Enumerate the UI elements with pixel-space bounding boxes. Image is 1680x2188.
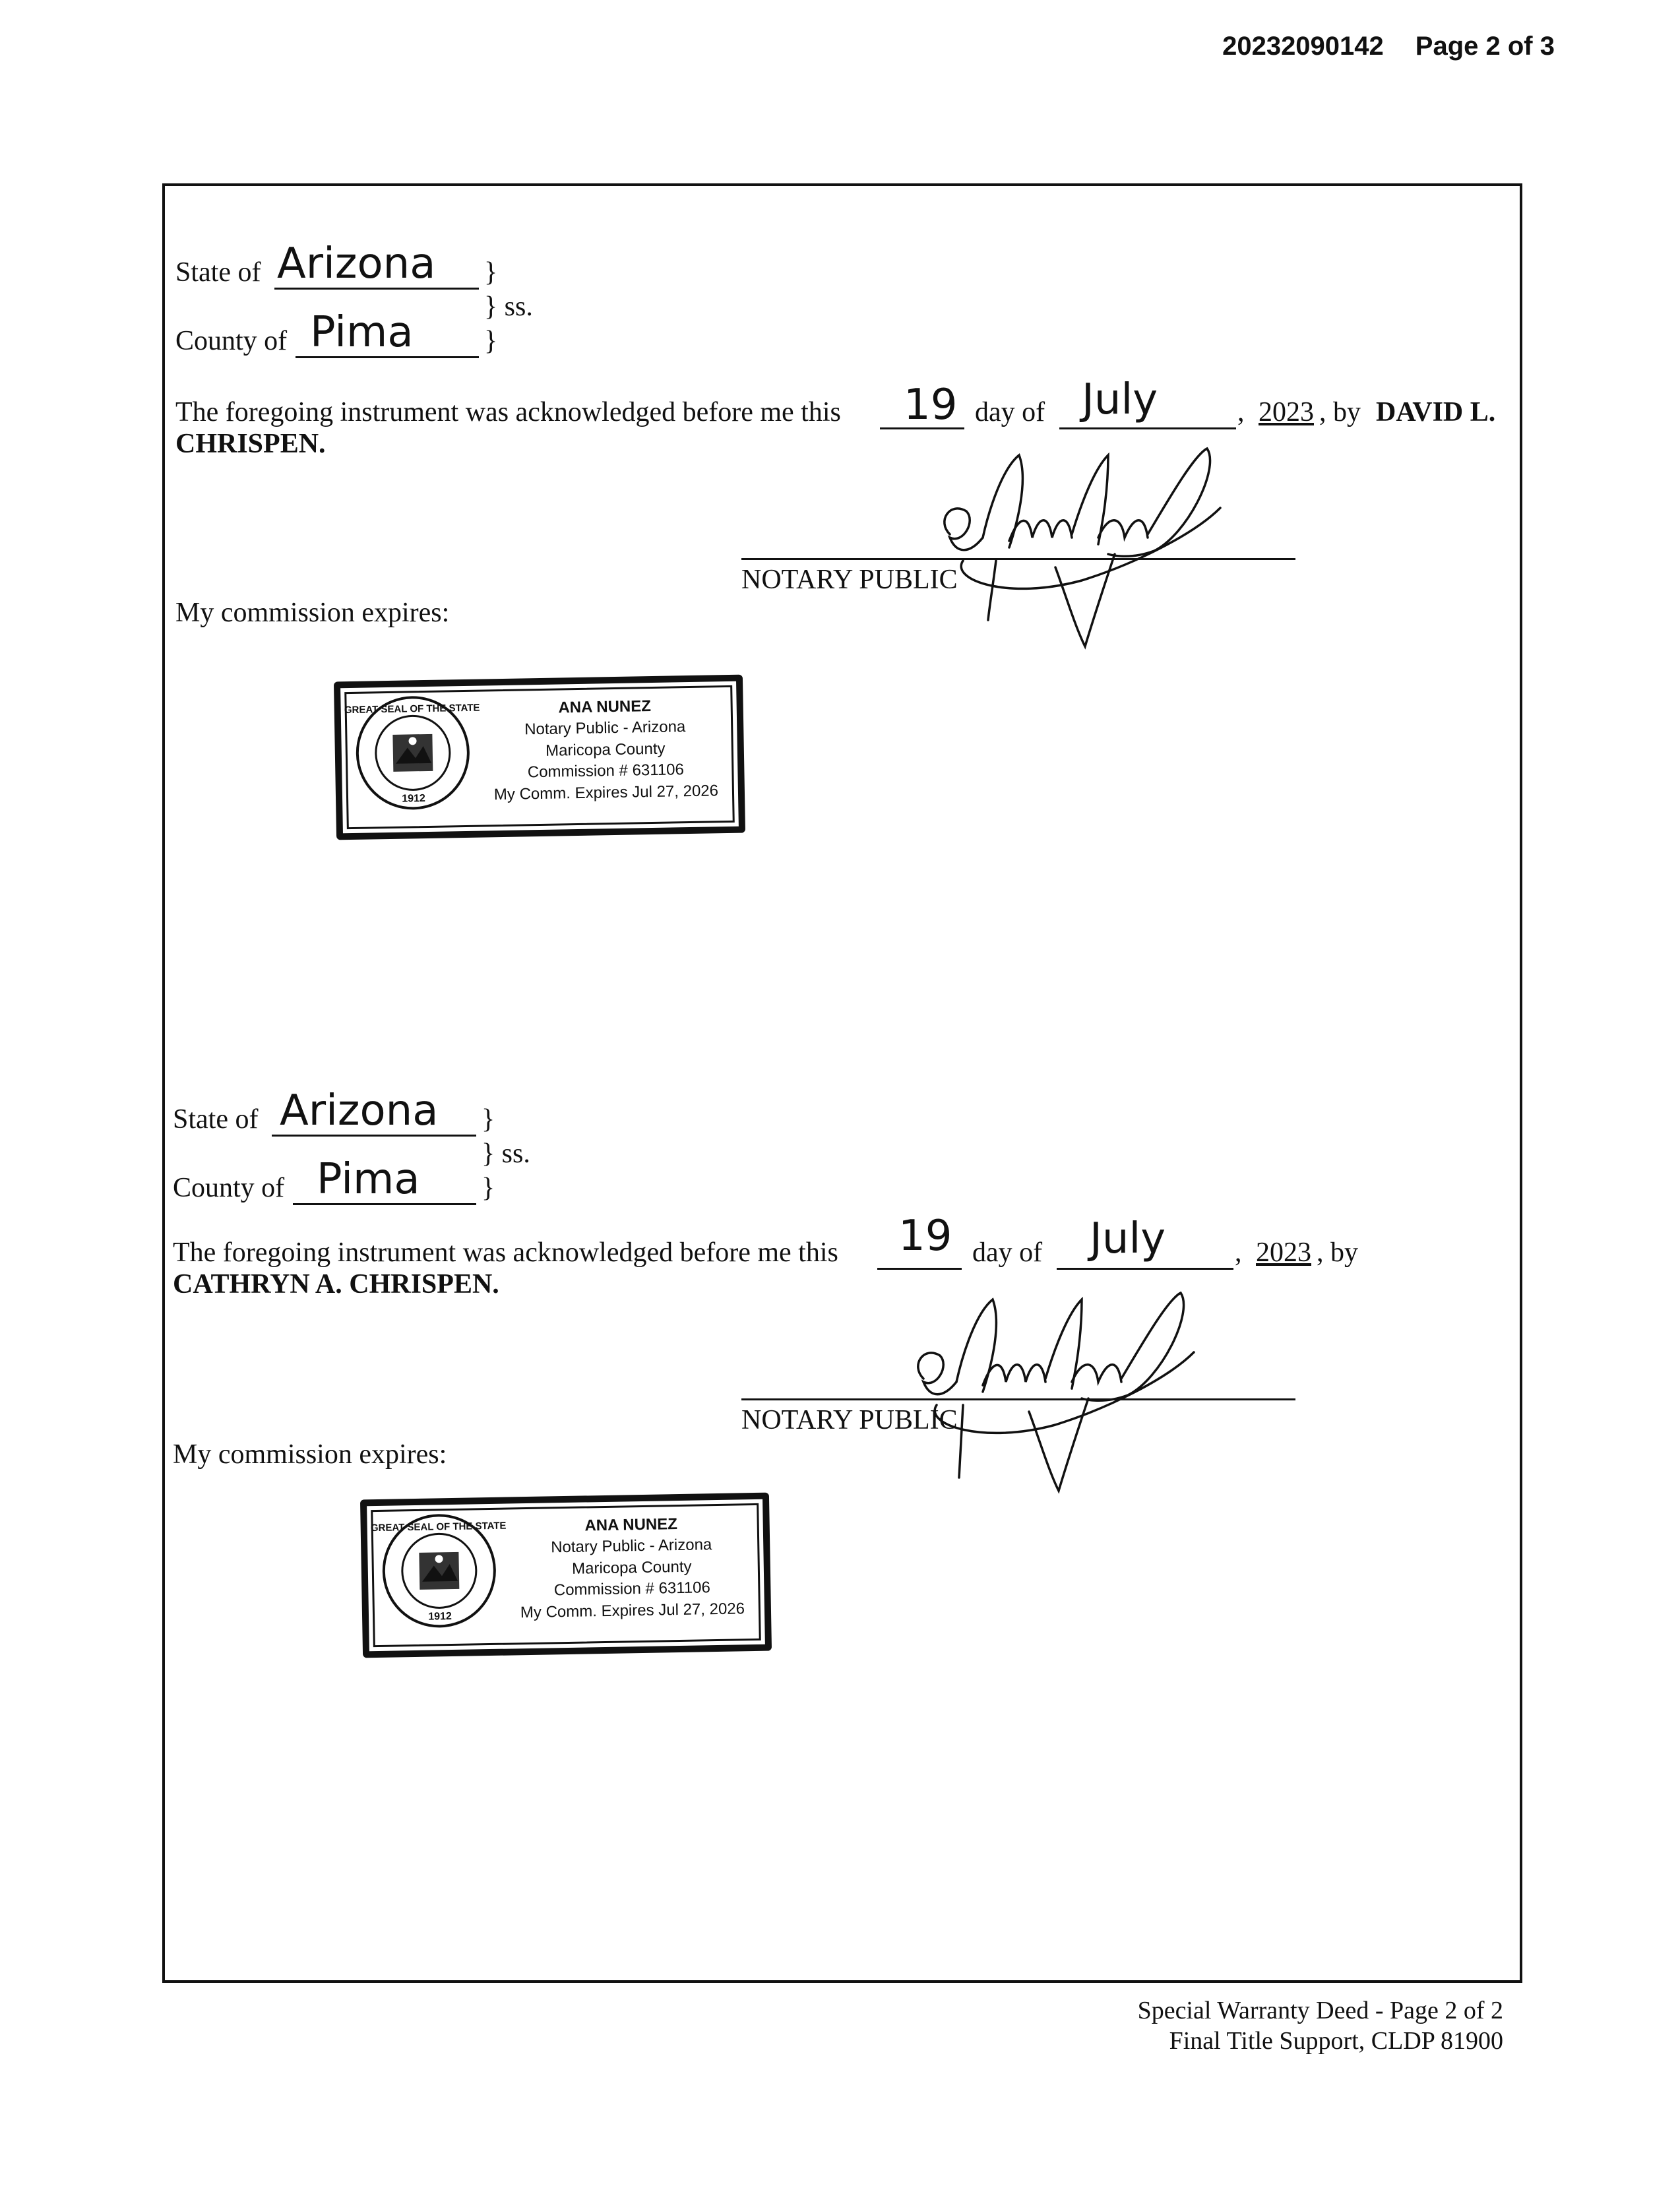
ss-label: } ss. — [484, 292, 533, 322]
brace: } — [482, 1104, 495, 1135]
ack-text: The foregoing instrument was acknowledged before me this — [175, 397, 841, 427]
county-label: County of — [175, 326, 288, 356]
commission-expires-label: My commission expires: — [173, 1439, 447, 1470]
arizona-seal-icon — [344, 694, 480, 812]
year-comma: , — [1237, 397, 1245, 427]
day-handwritten: 19 — [898, 1212, 952, 1261]
notary-signature — [884, 1280, 1227, 1504]
notary-stamp — [360, 1493, 772, 1658]
day-of-label: day of — [972, 1237, 1043, 1268]
notary-stamp — [334, 675, 745, 840]
year: 2023 — [1259, 397, 1314, 427]
county-handwritten: Pima — [317, 1155, 420, 1204]
stamp-notary-title: Notary Public - Arizona — [550, 1536, 712, 1557]
year-comma: , — [1235, 1237, 1242, 1268]
year: 2023 — [1256, 1237, 1311, 1268]
footer-line-1: Special Warranty Deed - Page 2 of 2 — [1137, 1997, 1503, 2024]
stamp-notary-title: Notary Public - Arizona — [524, 718, 686, 739]
signer-name-1: DAVID L. — [1376, 397, 1496, 427]
stamp-notary-name: ANA NUNEZ — [584, 1515, 678, 1535]
county-label: County of — [173, 1173, 285, 1203]
svg-text:GREAT SEAL OF THE STATE: GREAT SEAL OF THE STATE — [370, 1520, 507, 1534]
stamp-commission: Commission # 631106 — [527, 761, 685, 782]
recording-header — [1222, 32, 1555, 61]
state-label: State of — [173, 1104, 259, 1135]
stamp-expires: My Comm. Expires Jul 27, 2026 — [493, 781, 719, 803]
month-blank — [1057, 1268, 1233, 1270]
page-label: Page 2 of 3 — [1415, 32, 1555, 61]
commission-expires-label: My commission expires: — [175, 598, 450, 628]
month-handwritten: July — [1082, 375, 1158, 424]
stamp-text — [479, 695, 731, 806]
svg-text:1912: 1912 — [402, 793, 426, 805]
stamp-notary-name: ANA NUNEZ — [558, 697, 652, 717]
svg-text:1912: 1912 — [428, 1611, 452, 1623]
stamp-county: Maricopa County — [571, 1557, 692, 1578]
stamp-expires: My Comm. Expires Jul 27, 2026 — [520, 1599, 745, 1621]
document-frame — [162, 183, 1522, 1983]
state-label: State of — [175, 257, 261, 288]
brace: } — [484, 257, 498, 288]
document-number: 20232090142 — [1222, 32, 1384, 61]
svg-text:GREAT SEAL OF THE STATE: GREAT SEAL OF THE STATE — [344, 702, 480, 716]
ss-label: } ss. — [482, 1139, 530, 1169]
notary-public-label: NOTARY PUBLIC — [741, 565, 958, 595]
by-label: , by — [1317, 1237, 1358, 1268]
county-handwritten: Pima — [310, 308, 414, 357]
signer-name-2: CHRISPEN. — [175, 429, 326, 459]
brace: } — [484, 326, 498, 356]
brace: } — [482, 1173, 495, 1203]
state-handwritten: Arizona — [277, 239, 436, 288]
stamp-county: Maricopa County — [545, 739, 666, 760]
footer-line-2: Final Title Support, CLDP 81900 — [1169, 2027, 1503, 2055]
stamp-commission: Commission # 631106 — [553, 1578, 711, 1600]
ack-text: The foregoing instrument was acknowledged before me this — [173, 1237, 838, 1268]
state-handwritten: Arizona — [280, 1086, 439, 1135]
stamp-text — [505, 1513, 758, 1624]
signer-name: CATHRYN A. CHRISPEN. — [173, 1269, 499, 1299]
notary-signature — [910, 429, 1253, 653]
by-label: , by — [1319, 397, 1361, 427]
arizona-seal-icon — [370, 1512, 507, 1630]
notary-public-label: NOTARY PUBLIC — [741, 1405, 958, 1435]
day-of-label: day of — [975, 397, 1045, 427]
month-handwritten: July — [1090, 1214, 1166, 1263]
day-blank — [877, 1268, 962, 1270]
day-handwritten: 19 — [904, 381, 958, 429]
